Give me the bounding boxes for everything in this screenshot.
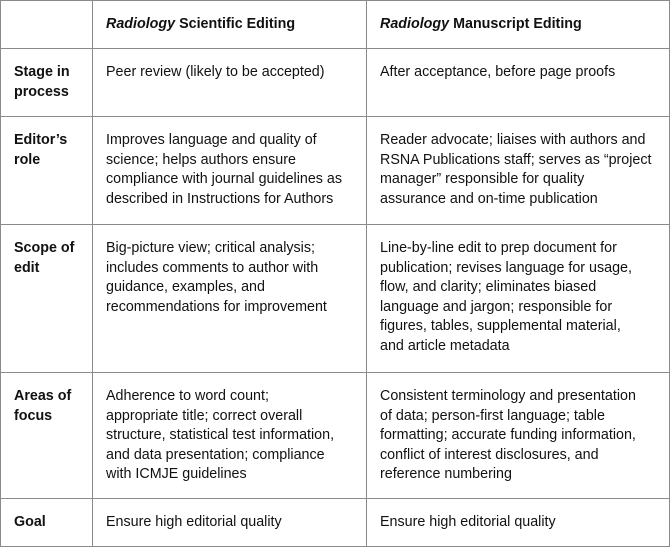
manuscript-cell [367, 499, 670, 547]
scientific-cell [93, 225, 367, 373]
row-areas-of-focus [1, 373, 670, 499]
cell-line: Consistent terminology and presentation [380, 388, 636, 404]
cell-line: Ensure high editorial quality [380, 514, 556, 530]
header-manuscript-editing [367, 1, 670, 49]
header-text: Scientific Editing [175, 15, 296, 32]
cell-line: Big-picture view; critical analysis; [106, 240, 315, 256]
scientific-cell [93, 499, 367, 547]
label-line: Areas of [14, 388, 72, 404]
cell-line: compliance with journal guidelines as [106, 171, 343, 188]
cell-line: After acceptance, before page proofs [380, 64, 616, 80]
cell-line: described in Instructions for Authors [106, 190, 334, 207]
cell-line: includes comments to author with [106, 259, 319, 276]
cell-line: figures, tables, supplemental material, [380, 318, 621, 335]
header-text: Manuscript Editing [449, 15, 582, 32]
cell-line: manager” responsible for quality [380, 171, 585, 188]
cell-line: Ensure high editorial quality [106, 514, 282, 530]
row-goal [1, 499, 670, 547]
cell-line: flow, and clarity; eliminates biased [380, 279, 597, 296]
cell-line: RSNA Publications staff; serves as “project [380, 151, 652, 168]
cell-line: science; helps authors ensure [106, 151, 296, 168]
cell-line: Adherence to word count; [106, 388, 269, 404]
cell-line: Line-by-line edit to prep document for [380, 240, 617, 256]
cell-line: conflict of interest disclosures, and [380, 446, 599, 463]
label-line: role [14, 151, 41, 168]
cell-line: appropriate title; correct overall [106, 407, 303, 424]
cell-line: Improves language and quality of [106, 132, 317, 148]
row-editors-role [1, 117, 670, 225]
row-stage-in-process [1, 49, 670, 117]
manuscript-cell [367, 49, 670, 117]
scientific-cell [93, 373, 367, 499]
manuscript-cell [367, 225, 670, 373]
row-label [1, 117, 93, 225]
cell-line: and article metadata [380, 337, 510, 354]
label-line: Stage in [14, 64, 70, 80]
manuscript-cell [367, 117, 670, 225]
cell-line: with ICMJE guidelines [106, 466, 247, 483]
header-empty-cell [1, 1, 93, 49]
cell-line: of data; person-first language; table [380, 407, 605, 424]
row-label [1, 49, 93, 117]
cell-line: formatting; accurate funding information, [380, 427, 636, 444]
header-row [1, 1, 670, 49]
header-scientific-editing [93, 1, 367, 49]
row-label [1, 373, 93, 499]
scientific-cell [93, 49, 367, 117]
row-label [1, 225, 93, 373]
label-line: edit [14, 259, 40, 276]
cell-line: reference numbering [380, 466, 512, 483]
row-scope-of-edit [1, 225, 670, 373]
row-label [1, 499, 93, 547]
label-line: Editor’s [14, 132, 68, 148]
label-line: Scope of [14, 240, 75, 256]
cell-line: Reader advocate; liaises with authors and [380, 132, 646, 148]
label-line: focus [14, 407, 53, 424]
cell-line: language and jargon; responsible for [380, 298, 613, 315]
journal-name: Radiology [106, 15, 176, 32]
label-line: process [14, 83, 69, 100]
cell-line: publication; revises language for usage, [380, 259, 632, 276]
cell-line: structure, statistical test information, [106, 427, 335, 444]
cell-line: assurance and on-time publication [380, 190, 598, 207]
journal-name: Radiology [380, 15, 450, 32]
scientific-cell [93, 117, 367, 225]
cell-line: Peer review (likely to be accepted) [106, 64, 325, 80]
cell-line: and data presentation; compliance [106, 446, 325, 463]
cell-line: recommendations for improvement [106, 298, 327, 315]
manuscript-cell [367, 373, 670, 499]
label-line: Goal [14, 514, 46, 530]
cell-line: guidance, examples, and [106, 279, 265, 296]
